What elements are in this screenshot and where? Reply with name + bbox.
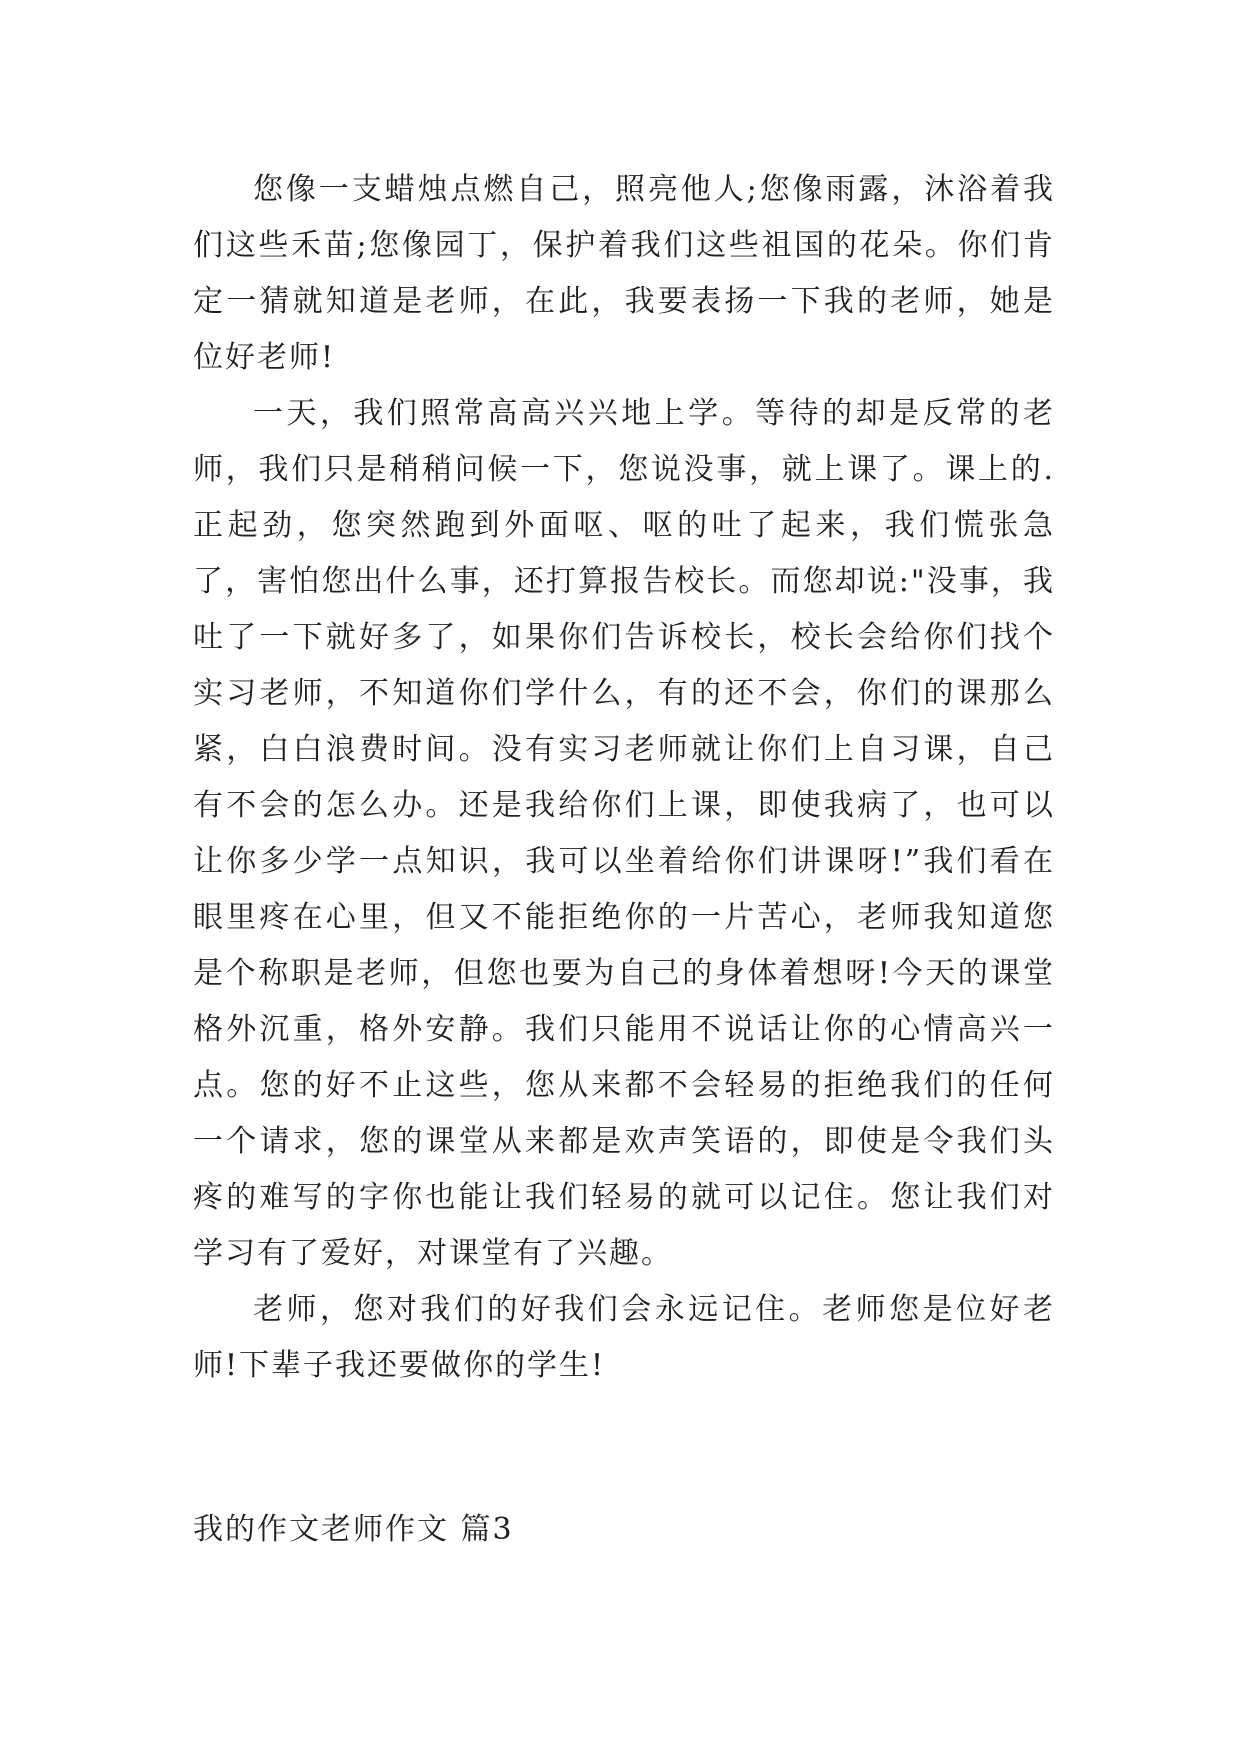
document-page bbox=[193, 162, 1055, 1558]
section-heading: 我的作文老师作文 篇3 bbox=[193, 1512, 514, 1547]
paragraph-1: 您像一支蜡烛点燃自己，照亮他人;您像雨露，沐浴着我们这些禾苗;您像园丁，保护着我们这些祖国的花朵。你们肯定一猜就知道是老师，在此，我要表扬一下我的老师，她是位好老师! bbox=[193, 172, 1055, 375]
paragraph-3: 老师，您对我们的好我们会永远记住。老师您是位好老师!下辈子我还要做你的学生! bbox=[193, 1292, 1055, 1383]
paragraph-2: 一天，我们照常高高兴兴地上学。等待的却是反常的老师，我们只是稍稍问候一下，您说没事，就上课了。课上的.正起劲，您突然跑到外面呕、呕的吐了起来，我们慌张急了，害怕您出什么事，还打算报告校长。而您却说:"没事，我吐了一下就好多了，如果你们告诉校长，校长会给你们找个实习老师，不知道你们学什么，有的还不会，你们的课那么紧，白白浪费时间。没有实习老师就让你们上自习课，自己有不会的怎么办。还是我给你们上课，即使我病了，也可以让你多少学一点知识，我可以坐着给你们讲课呀!”我们看在眼里疼在心里，但又不能拒绝你的一片苦心，老师我知道您是个称职是老师，但您也要为自己的身体着想呀!今天的课堂格外沉重，格外安静。我们只能用不说话让你的心情高兴一点。您的好不止这些，您从来都不会轻易的拒绝我们的任何一个请求，您的课堂从来都是欢声笑语的，即使是令我们头疼的难写的字你也能让我们轻易的就可以记住。您让我们对学习有了爱好，对课堂有了兴趣。 bbox=[193, 396, 1055, 1271]
